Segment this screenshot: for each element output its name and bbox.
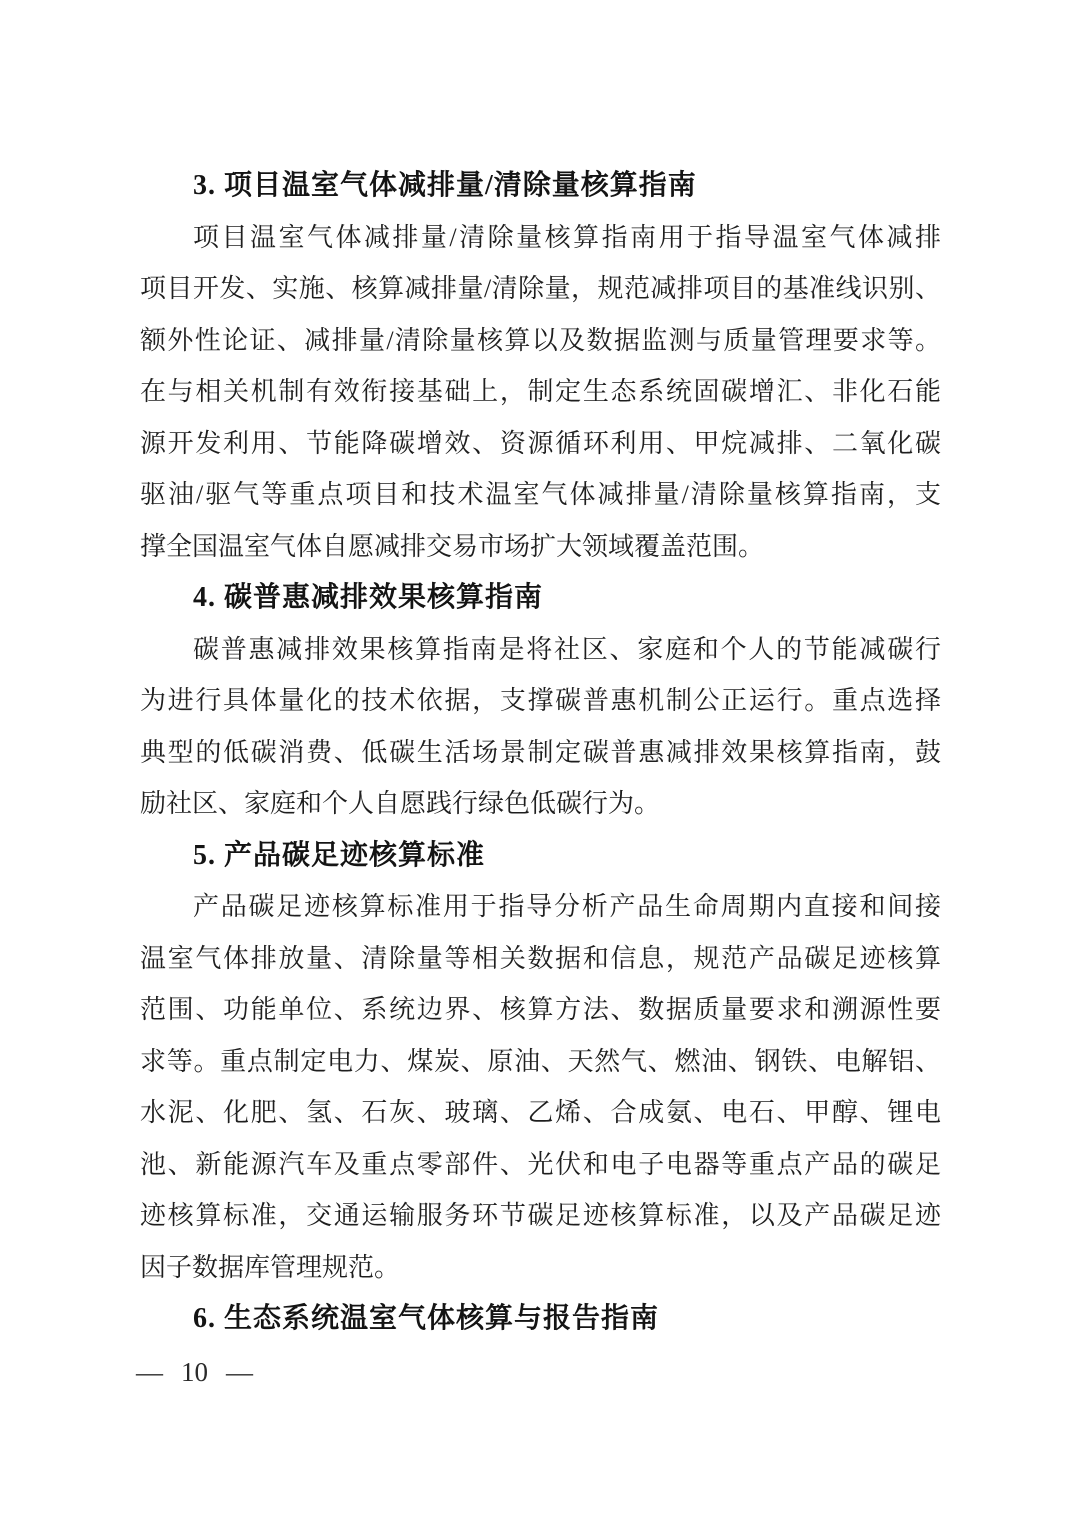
paragraph-line: 温室气体排放量、清除量等相关数据和信息，规范产品碳足迹核算 [140, 943, 941, 973]
section-heading: 4. 碳普惠减排效果核算指南 [193, 582, 544, 613]
paragraph-line: 为进行具体量化的技术依据，支撑碳普惠机制公正运行。重点选择 [140, 686, 941, 715]
footer-dash-right: — [226, 1357, 253, 1387]
paragraph-line: 源开发利用、节能降碳增效、资源循环利用、甲烷减排、二氧化碳 [140, 428, 941, 458]
page-footer [136, 1352, 253, 1392]
paragraph-line: 水泥、化肥、氢、石灰、玻璃、乙烯、合成氨、电石、甲醇、锂电 [140, 1098, 941, 1127]
section-heading: 3. 项目温室气体减排量/清除量核算指南 [193, 170, 697, 201]
section-project-reduction-guide [140, 160, 941, 572]
section-ecosystem-ghg-guide [140, 1293, 941, 1345]
paragraph-line: 产品碳足迹核算标准用于指导分析产品生命周期内直接和间接 [193, 892, 941, 921]
footer-dash-left: — [136, 1357, 163, 1387]
paragraph-line: 池、新能源汽车及重点零部件、光伏和电子电器等重点产品的碳足 [140, 1149, 941, 1179]
paragraph-line: 碳普惠减排效果核算指南是将社区、家庭和个人的节能减碳行 [193, 634, 941, 664]
section-carbon-inclusion-guide [140, 572, 941, 830]
section-product-carbon-footprint [140, 830, 941, 1294]
paragraph-line: 撑全国温室气体自愿减排交易市场扩大领域覆盖范围。 [140, 531, 765, 561]
section-heading: 6. 生态系统温室气体核算与报告指南 [193, 1303, 660, 1334]
paragraph-line: 额外性论证、减排量/清除量核算以及数据监测与质量管理要求等。 [140, 325, 941, 355]
paragraph-line: 迹核算标准，交通运输服务环节碳足迹核算标准，以及产品碳足迹 [140, 1201, 941, 1230]
paragraph-line: 项目温室气体减排量/清除量核算指南用于指导温室气体减排 [193, 222, 941, 252]
paragraph-line: 项目开发、实施、核算减排量/清除量，规范减排项目的基准线识别、 [140, 274, 941, 303]
paragraph-line: 在与相关机制有效衔接基础上，制定生态系统固碳增汇、非化石能 [140, 377, 941, 406]
paragraph-line: 求等。重点制定电力、煤炭、原油、天然气、燃油、钢铁、电解铝、 [140, 1046, 941, 1076]
paragraph-line: 驱油/驱气等重点项目和技术温室气体减排量/清除量核算指南，支 [140, 480, 941, 509]
document-body [140, 160, 941, 1345]
paragraph-line: 范围、功能单位、系统边界、核算方法、数据质量要求和溯源性要 [140, 995, 941, 1024]
paragraph-line: 典型的低碳消费、低碳生活场景制定碳普惠减排效果核算指南，鼓 [140, 737, 941, 767]
paragraph-line: 励社区、家庭和个人自愿践行绿色低碳行为。 [140, 789, 661, 818]
paragraph-line: 因子数据库管理规范。 [140, 1252, 401, 1282]
page-number: 10 [181, 1357, 208, 1387]
section-heading: 5. 产品碳足迹核算标准 [193, 839, 486, 871]
